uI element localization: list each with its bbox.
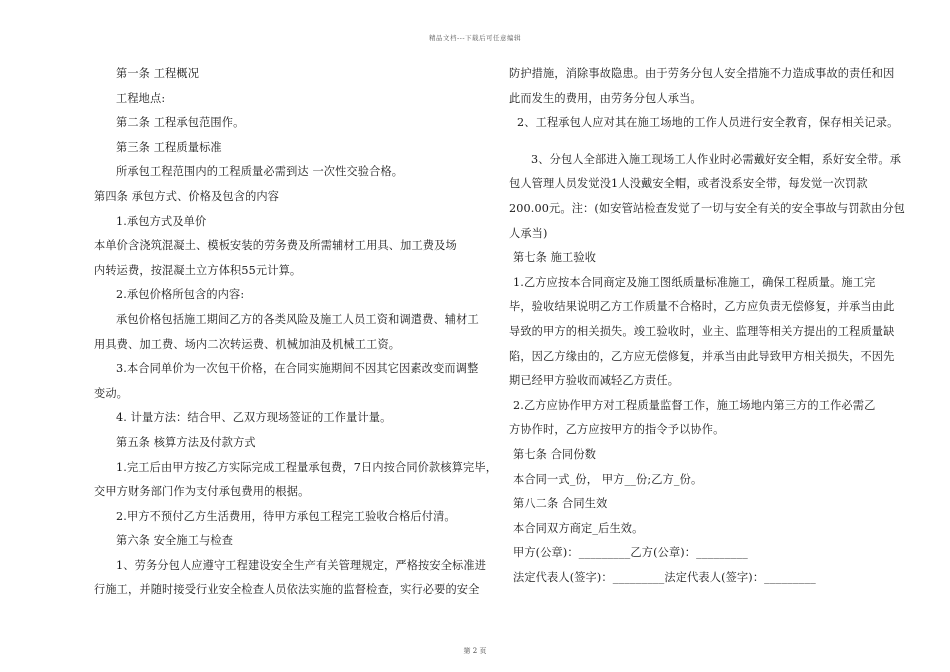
page-header: 精品文档---下载后可任意编辑 (428, 34, 522, 42)
acceptance-text-2: 毕，验收结果说明乙方工作质量不合格时，乙方应负责无偿修复，并承当由此 (509, 300, 895, 314)
seal-line: 甲方(公章)：_________乙方(公章)：_________ (513, 546, 748, 560)
acceptance-text-1: 1.乙方应按本合同商定及施工图纸质量标准施工，确保工程质量。施工完 (513, 275, 876, 289)
article-1-heading: 第一条 工程概况 (116, 67, 200, 80)
left-column (94, 62, 498, 603)
payment-text-3: 2.甲方不预付乙方生活费用，待甲方承包工程完工验收合格后付清。 (116, 509, 456, 523)
article-5-heading: 第五条 核算方法及付款方式 (116, 435, 256, 449)
article-3-heading: 第三条 工程质量标准 (116, 140, 222, 154)
safety-text-2: 行施工，并随时接受行业安全检查人员依法实施的监督检查，实行必要的安全 (94, 583, 480, 597)
helmet-rule-text-1: 3、分包人全部进入施工现场工人作业时必需戴好安全帽，系好安全带。承 (531, 152, 902, 166)
payment-text-2: 交甲方财务部门作为支付承包费用的根据。 (94, 485, 310, 499)
safety-text-4: 此而发生的费用，由劳务分包人承当。 (509, 91, 702, 105)
contract-method-heading: 1.承包方式及单价 (116, 214, 207, 228)
signature-line: 法定代表人(签字)：_________法定代表人(签字)：_________ (513, 570, 816, 584)
article-2-heading: 第二条 工程承包范围作。 (116, 116, 245, 130)
page-number: 第 2 页 (463, 647, 487, 655)
price-content-text-1: 承包价格包括施工期间乙方的各类风险及施工人员工资和调遣费、辅材工 (116, 312, 479, 326)
safety-education-text: 2、工程承包人应对其在施工场地的工作人员进行安全教育，保存相关记录。 (517, 116, 899, 130)
copies-text: 本合同一式_份， 甲方__份;乙方_份。 (513, 472, 703, 486)
unit-price-text-2: 内转运费，按混凝土立方体积55元计算。 (94, 263, 302, 277)
price-content-heading: 2.承包价格所包含的内容: (116, 288, 245, 302)
helmet-rule-text-2: 包人管理人员发觉没1人没戴安全帽，或者没系安全带，每发觉一次罚款 (509, 177, 868, 191)
acceptance-text-4: 陷，因乙方缘由的，乙方应无偿修复，并承当由此导致甲方相关损失，不因先 (509, 349, 895, 363)
article-7-heading: 第七条 施工验收 (513, 251, 597, 265)
helmet-rule-text-4: 人承当) (509, 226, 548, 240)
safety-text-1: 1、劳务分包人应遵守工程建设安全生产有关管理规定，严格按安全标准进 (116, 558, 487, 572)
payment-text-1: 1.完工后由甲方按乙方实际完成工程量承包费，7日内按合同价款核算完毕， (116, 460, 498, 474)
article-4-heading: 第四条 承包方式、价格及包含的内容 (94, 189, 280, 203)
price-content-text-2: 用具费、加工费、场内二次转运费、机械加油及机械工工资。 (94, 337, 401, 351)
cooperation-text-1: 2.乙方应协作甲方对工程质量监督工作，施工场地内第三方的工作必需乙 (513, 398, 876, 412)
spacer (509, 136, 867, 148)
acceptance-text-3: 导致的甲方的相关损失。竣工验收时，业主、监理等相关方提出的工程质量缺 (509, 324, 895, 338)
acceptance-text-5: 期已经甲方验收而减轻乙方责任。 (509, 374, 680, 388)
article-effective-heading: 第八二条 合同生效 (513, 497, 608, 511)
cooperation-text-2: 方协作时，乙方应按甲方的指令予以协作。 (509, 423, 725, 437)
right-column (509, 62, 906, 590)
article-copies-heading: 第七条 合同份数 (513, 447, 597, 461)
helmet-rule-text-3: 200.00元。注：(如安管站检查发觉了一切与安全有关的安全事故与罚款由分包 (509, 201, 906, 215)
unit-price-text-1: 本单价含浇筑混凝土、模板安装的劳务费及所需辅材工用具、加工费及场 (94, 239, 457, 253)
article-6-heading: 第六条 安全施工与检查 (116, 534, 234, 548)
project-location: 工程地点: (116, 91, 166, 105)
effective-text: 本合同双方商定_后生效。 (513, 521, 644, 535)
quality-standard-text: 所承包工程范围内的工程质量必需到达 一次性交验合格。 (116, 165, 404, 179)
fixed-price-text-2: 变动。 (94, 386, 129, 400)
safety-text-3: 防护措施，消除事故隐患。由于劳务分包人安全措施不力造成事故的责任和因 (509, 67, 895, 80)
measurement-method: 4. 计量方法：结合甲、乙双方现场签证的工作量计量。 (116, 411, 392, 425)
fixed-price-text-1: 3.本合同单价为一次包干价格，在合同实施期间不因其它因素改变而调整 (116, 362, 479, 376)
